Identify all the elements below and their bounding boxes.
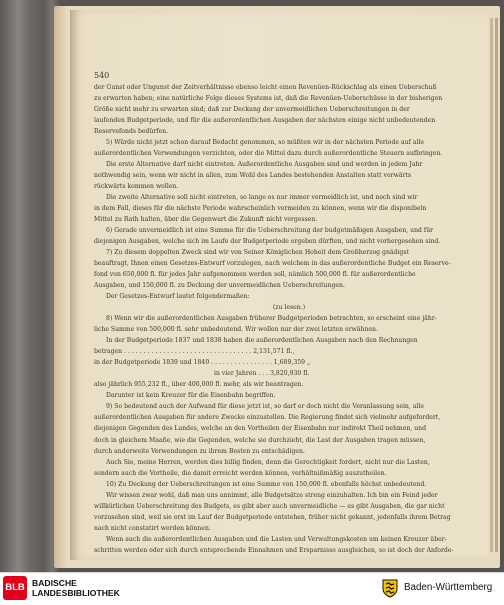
text-line: außerordentlichen Ausgaben für andere Zwecke einzustellen. Die Regierung findet sich vielmehr aufgefordert, [94, 414, 441, 422]
text-line: 6) Gerade unvermeidlich ist eine Summe für die Ueberschreitung der budgetmäßigen Ausgaben, und für [106, 227, 434, 235]
text-line: diejenigen Gegenden des Landes, welche an den Vortheilen der Eisenbahn nur indirekt Theil nehmen, und [94, 425, 427, 433]
lion-crest-icon[interactable] [381, 578, 399, 598]
text-line: betragen . . . . . . . . . . . . . . . . . . . . . . . . . . . . . . . . . 2,131,571 fl., [94, 348, 295, 356]
text-line: also jährlich 955,232 fl., über 400,000 fl. mehr, als wir beantragen. [94, 381, 304, 389]
text-line: nach nicht constatirt werden können. [94, 524, 211, 532]
text-line: rückwärts kommen wollen. [94, 183, 179, 191]
text-line: Mittel zu Rath halten, über die Gegenwart die Zukunft nicht vergessen. [94, 216, 318, 224]
text-line: In der Budgetperiode 1837 und 1838 haben die außerordentlichen Ausgaben nach den Rechnungen [106, 337, 418, 345]
page-edge [495, 18, 498, 552]
text-line: Reservefonds bedürfen. [94, 128, 169, 136]
text-line: beauftragt, Ihnen einen Gesetzes-Entwurf vorzulegen, nach welchem in das außerordentliche Budget ein Reserve- [94, 260, 451, 268]
text-line: Darunter ist kein Kreuzer für die Eisenbahn begriffen. [106, 392, 276, 400]
text-line: fond von 650,000 fl. für jedes Jahr aufgenommen werden soll, nämlich 500,000 fl. für außerordentliche [94, 271, 416, 279]
text-line: schritten werden oder sich durch entsprechende Einnahmen und Ersparnisse ausgleichen, so ist doch der Anforde- [94, 546, 454, 554]
library-name-line-2: LANDESBIBLIOTHEK [32, 588, 120, 598]
text-line: nothwendig sein, wenn wir nicht in allen, zum Wohl des Landes bestehenden Anstalten statt vorwärts [94, 172, 412, 180]
page-edge [490, 18, 493, 552]
text-line: willkürlichen Ueberschreitung des Budgets, es gibt aber auch unvermeidliche — es gibt Ausgaben, die gar nicht [94, 502, 445, 510]
text-line: Wenn auch die außerordentlichen Ausgaben und die Lasten und Verwaltungskosten um keinen Kreuzer über- [106, 535, 447, 543]
library-name-line-1: BADISCHE [32, 578, 77, 588]
state-name[interactable]: Baden-Württemberg [404, 582, 493, 593]
text-line: der Gunst oder Ungunst der Zeitverhältnisse ebenso leicht einen Revenüen-Rückschlag als einen Ueberschuß [94, 84, 437, 91]
text-line: Die zweite Alternative soll nicht eintreten, so lange es nur immer vermeidlich ist, und noch sind wir [106, 194, 418, 202]
library-name[interactable] [32, 578, 120, 598]
blb-logo[interactable]: BLB [3, 576, 27, 600]
text-line: Ausgaben, und 150,000 fl. zu Deckung der unvermeidlichen Ueberschreitungen. [94, 282, 345, 290]
page-number: 540 [94, 71, 110, 80]
text-line: liche Summe von 500,000 fl. sehr unbedeutend. Wir wollen nur der zwei letzten erwähnen. [94, 326, 378, 334]
text-line: in vier Jahren . . . 3,820,930 fl. [214, 370, 310, 378]
text-line: Auch Sie, meine Herren, werden dies billig finden, denn die Gerechtigkeit fordert, nicht nur die Lasten, [106, 458, 430, 466]
text-line: 7) Zu diesem doppelten Zweck sind wir von Seiner Königlichen Hoheit dem Großherzog gnädigst [106, 249, 409, 257]
text-line: 9) So bedeutend auch der Aufwand für diese jetzt ist, so darf er doch nicht die Veranlassung sein, alle [106, 403, 424, 411]
text-line: laufenden Budgetperiode, und für die außerordentlichen Ausgaben der nächsten einige nicht unbedeutenden [94, 117, 436, 125]
text-line: zu erwarten haben; eine natürliche Folge dieses Systems ist, daß die Revenüen-Ueberschüsse in der bisherigen [94, 95, 443, 103]
text-line: Größe nicht mehr zu erwarten sind; daß zur Deckung der unvermeidlichen Ueberschreitungen in der [94, 106, 410, 114]
text-line: doch in gleichem Maaße, wie die Gegenden, welche sie durchzieht, die Last der Ausgaben tragen müssen, [94, 436, 426, 444]
text-line: Die erste Alternative darf nicht eintreten. Außerordentliche Ausgaben sind und werden in jedem Jahr [106, 161, 423, 169]
text-line: in der Budgetperiode 1839 und 1840 . . . . . . . . . . . . . . . . 1,689,359 „ [94, 359, 311, 367]
text-line: 10) Zu Deckung der Ueberschreitungen ist eine Summe von 150,000 fl. ebenfalls höchst unbedeutend. [106, 480, 427, 488]
text-line: in dem Fall, dieses für die nächste Periode wahrscheinlich vermeiden zu können, wenn wir die disponibeln [94, 205, 427, 213]
text-line: vorzusehen sind, weil sie erst im Lauf der Budgetperiode entstehen, früher nicht gekannt, jedenfalls ihrem Betrag [94, 513, 451, 521]
text-line: 8) Wenn wir die außerordentlichen Ausgaben früherer Budgetperioden betrachten, so erscheint eine jähr- [106, 315, 437, 323]
text-line: außerordentlichen Verwendungen verzichten, oder die Mittel dazu durch außerordentliche Steuern aufbringen. [94, 150, 443, 158]
text-line: Der Gesetzes-Entwurf lautet folgendermaßen: [106, 293, 250, 301]
text-line: sondern auch die Vortheile, die damit erreicht werden können, verhältnißmäßig auszutheilen. [94, 469, 387, 477]
page-body-text [94, 82, 484, 556]
text-line: durch anderweite Verwendungen zu ihrem Besten zu entschädigen. [94, 447, 305, 455]
text-line: Wir wissen zwar wohl, daß man uns annimmt, alle Budgetsätze streng einzuhalten. Ich bin ein Feind jeder [106, 491, 438, 499]
text-line: diejenigen Ausgaben, welche sich im Laufe der Budgetperiode ergeben dürften, und nicht vorhergesehen sind. [94, 238, 441, 246]
text-line: 5) Würde nicht jetzt schon darauf Bedacht genommen, so müßten wir in der nächsten Periode auf alle [106, 139, 425, 147]
text-line: (zu lesen.) [272, 304, 306, 312]
